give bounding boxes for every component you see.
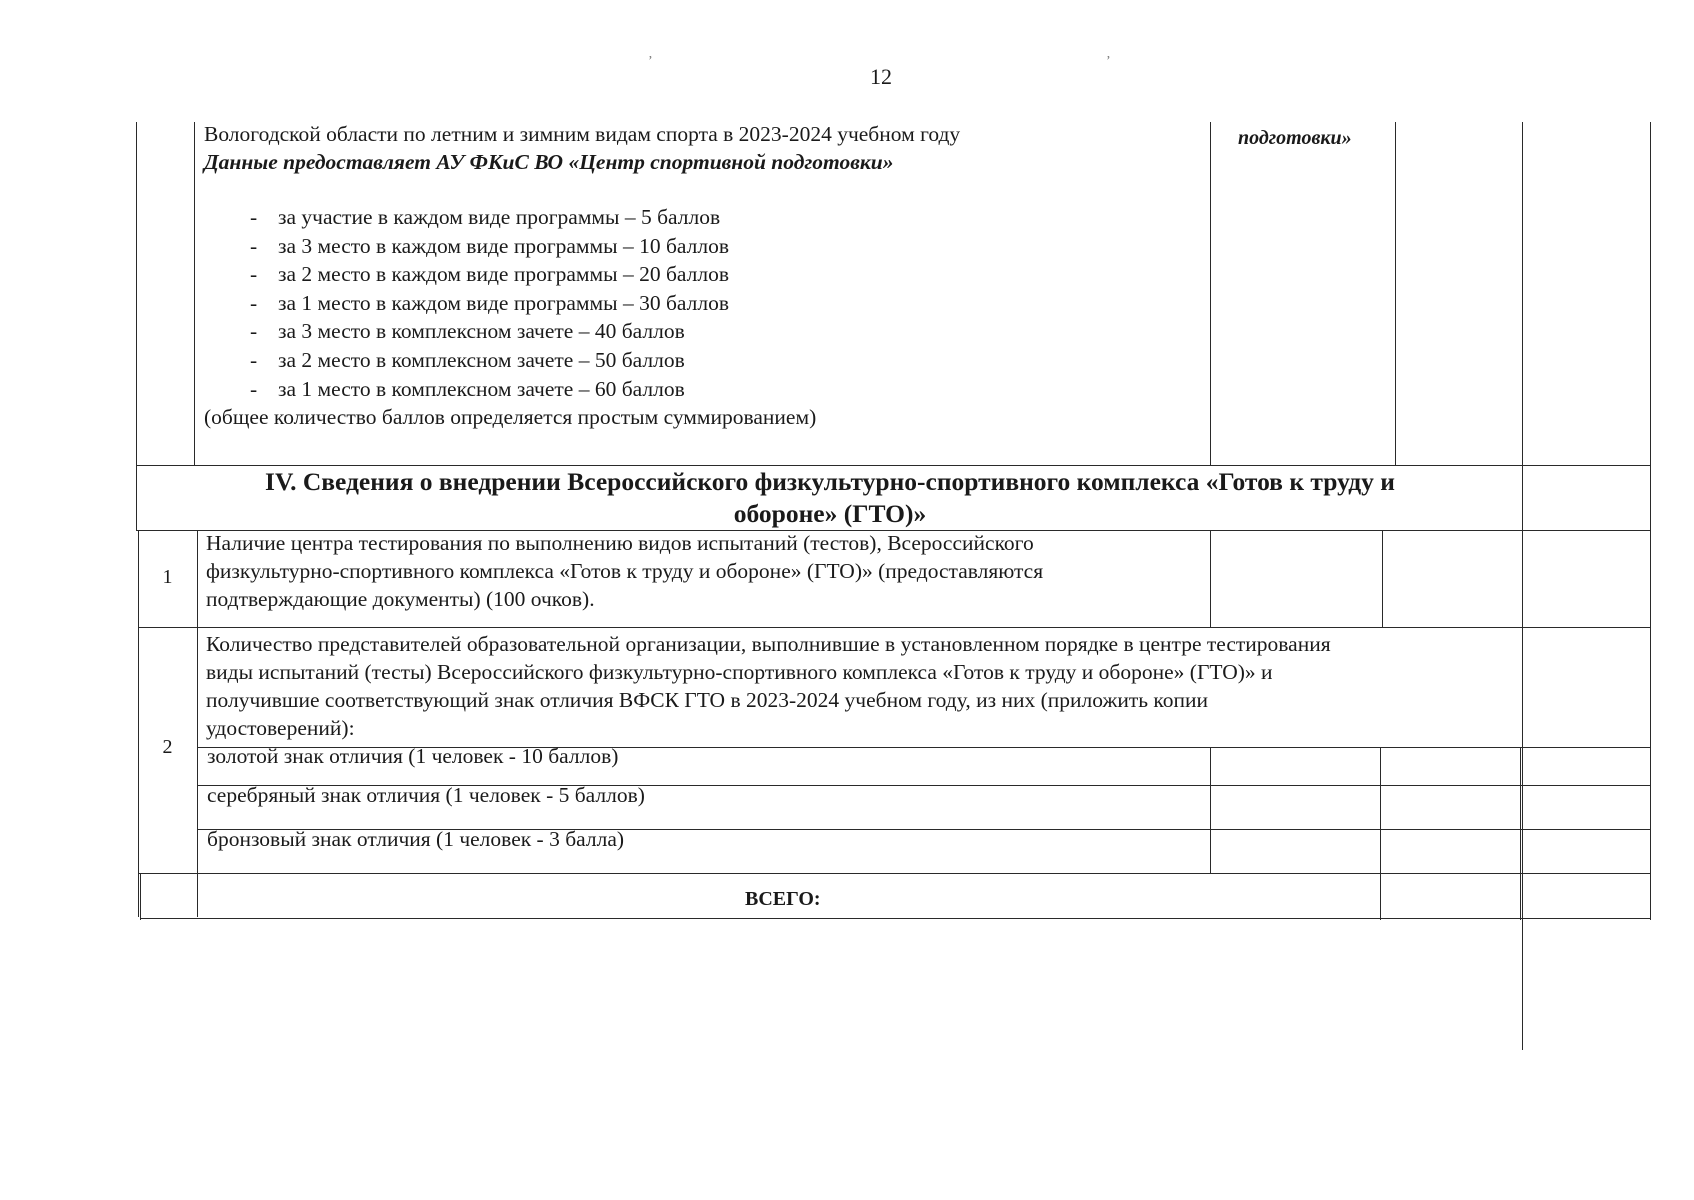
grid-line xyxy=(136,465,137,530)
data-source-note: Данные предоставляет АУ ФКиС ВО «Центр спортивной подготовки» xyxy=(204,150,894,174)
grid-line xyxy=(1210,530,1211,627)
grid-line xyxy=(140,918,1650,919)
section-title: IV. Сведения о внедрении Всероссийского физкультурно-спортивного комплекса «Готов к труду и обороне» (ГТО)» xyxy=(265,467,1395,528)
grid-line xyxy=(1522,122,1523,1050)
bronze-badge-row: бронзовый знак отличия (1 человек - 3 балла) xyxy=(207,827,625,851)
grid-line xyxy=(1650,122,1651,920)
grid-line xyxy=(1520,747,1521,920)
source-cell: подготовки» xyxy=(1238,127,1352,149)
grid-line xyxy=(138,873,1650,874)
table-row: Количество представителей образовательной организации, выполнившие в установленном порядке в центре тестирования виды испытаний (тесты) Всероссийского физкультурно-спортивного комплекса «Готов к труду и обороне» (ГТО)» и получившие соответствующий знак отличия ВФСК ГТО в 2023-2024 учебном году, из них (приложить копии удостоверений): xyxy=(206,632,1331,740)
scan-mark: ’ xyxy=(1106,54,1111,69)
list-item: - за 2 место в каждом виде программы – 20 баллов xyxy=(250,262,729,287)
row-number: 2 xyxy=(162,736,173,758)
list-item: - за 3 место в комплексном зачете – 40 баллов xyxy=(250,319,685,344)
table-row: Наличие центра тестирования по выполнению видов испытаний (тестов), Всероссийского физкультурно-спортивного комплекса «Готов к труду и обороне» (ГТО)» (предоставляются подтверждающие документы) (100 очков). xyxy=(206,531,1044,611)
grid-line xyxy=(138,627,1650,628)
gold-badge-row: золотой знак отличия (1 человек - 10 баллов) xyxy=(207,744,619,768)
list-item: - за 3 место в каждом виде программы – 10 баллов xyxy=(250,233,729,258)
score-list xyxy=(204,203,1204,403)
page-number: 12 xyxy=(870,64,892,89)
total-label: ВСЕГО: xyxy=(745,888,821,910)
grid-line xyxy=(1382,530,1383,627)
silver-badge-row: серебряный знак отличия (1 человек - 5 баллов) xyxy=(207,783,645,807)
row-number: 1 xyxy=(162,566,173,588)
list-item: - за участие в каждом виде программы – 5 баллов xyxy=(250,205,721,229)
grid-line xyxy=(194,122,195,465)
list-item: - за 1 место в комплексном зачете – 60 баллов xyxy=(250,376,685,401)
grid-line xyxy=(1395,122,1396,465)
list-item: - за 1 место в каждом виде программы – 30 баллов xyxy=(250,290,729,315)
grid-line xyxy=(1380,747,1381,920)
scan-mark: ’ xyxy=(648,54,653,69)
continued-row-line: Вологодской области по летним и зимним видам спорта в 2023-2024 учебном году xyxy=(204,122,961,146)
sum-note: (общее количество баллов определяется простым суммированием) xyxy=(204,405,817,430)
continued-row-text xyxy=(204,120,1204,431)
grid-line xyxy=(140,873,141,920)
grid-line xyxy=(1210,747,1211,874)
grid-line xyxy=(136,122,137,465)
list-item: - за 2 место в комплексном зачете – 50 баллов xyxy=(250,347,685,372)
grid-line xyxy=(197,530,198,917)
grid-line xyxy=(1210,122,1211,465)
